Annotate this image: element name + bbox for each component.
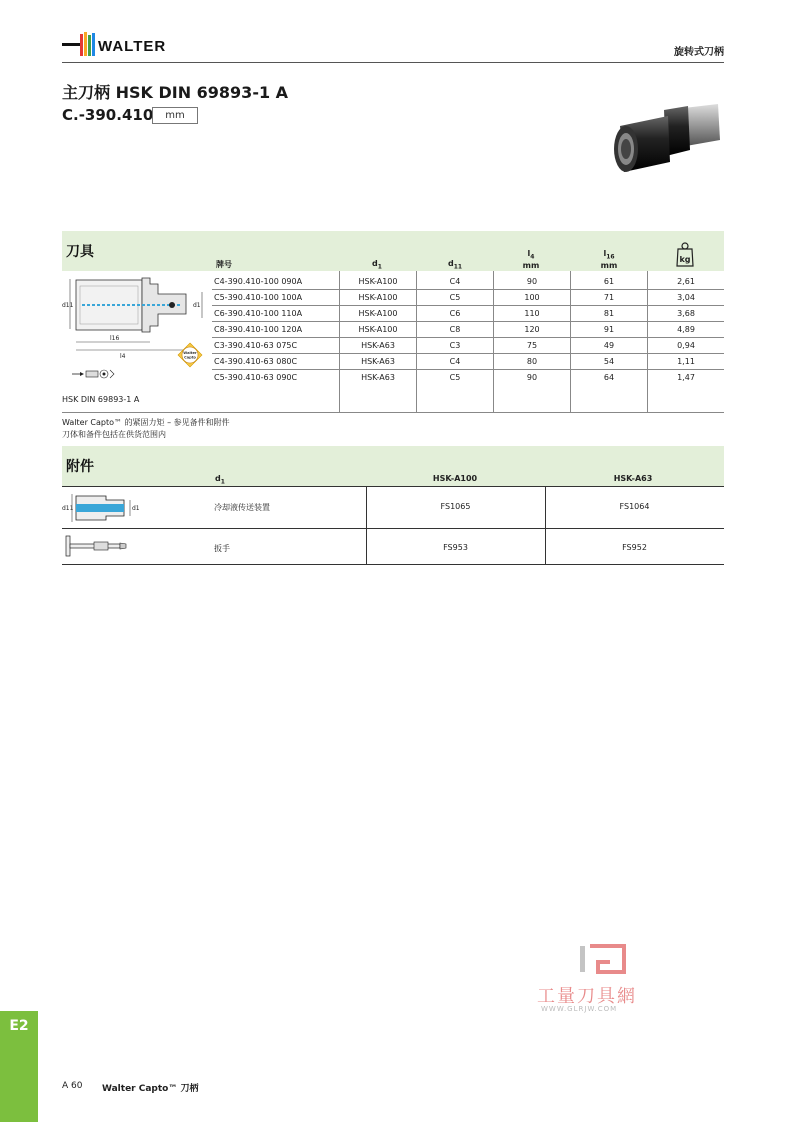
cell-l16: 61 (603, 277, 615, 286)
cell-designation: C4-390.410-63 080C (214, 357, 298, 366)
page-category: 旋转式刀柄 (674, 47, 724, 58)
cell-d1: HSK-A63 (361, 341, 395, 350)
acc-a63: FS952 (622, 543, 647, 552)
svg-text:WALTER: WALTER (98, 38, 167, 55)
cell-l4: 110 (524, 309, 540, 318)
cell-kg: 1,11 (677, 357, 695, 366)
cell-d11: C4 (449, 357, 461, 366)
cell-l4: 120 (524, 325, 540, 334)
cell-d11: C4 (449, 277, 461, 286)
col-d11: $d_{11}$ (447, 259, 463, 271)
col-designation: 牌号 (216, 260, 232, 269)
diagram-caption: HSK DIN 69893-1 A (62, 395, 140, 404)
page-number: A 60 (62, 1081, 83, 1091)
col-l4: $l_4$ mm (522, 249, 540, 270)
cell-d1: HSK-A100 (358, 325, 398, 334)
weight-icon (675, 241, 695, 267)
table-row (212, 354, 724, 370)
col-l16: $l_{16}$ mm (600, 249, 618, 270)
cell-d1: HSK-A100 (358, 309, 398, 318)
acc-col-d1: $d_1$ (215, 474, 225, 486)
acc-a100: FS953 (443, 543, 468, 552)
cell-d11: C8 (449, 325, 461, 334)
product-image (606, 96, 724, 186)
watermark-url: WWW.GLRJW.COM (541, 1005, 618, 1013)
cell-l4: 90 (526, 277, 538, 286)
svg-text:d1: d1 (193, 302, 201, 309)
section-tab-label: E2 (9, 1018, 29, 1034)
cell-d11: C3 (449, 341, 461, 350)
cell-d1: HSK-A63 (361, 373, 395, 382)
cell-d11: C6 (449, 309, 461, 318)
walter-logo (62, 30, 197, 58)
product-code: C.-390.410 (62, 106, 154, 124)
cell-l16: 91 (603, 325, 615, 334)
cell-l4: 90 (526, 373, 538, 382)
svg-text:l16: l16 (110, 335, 120, 342)
svg-text:d11: d11 (62, 302, 74, 309)
svg-text:d1: d1 (132, 505, 140, 512)
table-row (212, 338, 724, 354)
cell-d11: C5 (449, 293, 461, 302)
svg-text:Capto: Capto (184, 355, 196, 360)
acc-col-hsk-a100: HSK-A100 (432, 474, 478, 483)
cell-d1: HSK-A100 (358, 293, 398, 302)
svg-text:d11: d11 (62, 505, 74, 512)
header-rule (62, 62, 724, 63)
cell-l16: 81 (603, 309, 615, 318)
cell-l4: 80 (526, 357, 538, 366)
acc-col-hsk-a63: HSK-A63 (613, 474, 653, 483)
cell-l16: 71 (603, 293, 615, 302)
cell-designation: C3-390.410-63 075C (214, 341, 298, 350)
cell-kg: 1,47 (677, 373, 695, 382)
tools-section-title: 刀具 (66, 244, 94, 260)
cell-designation: C6-390.410-100 110A (214, 309, 303, 318)
table-row (212, 322, 724, 338)
note-delivery: 刀体和备件包括在供货范围内 (62, 430, 166, 439)
table-row (212, 306, 724, 322)
watermark-text: 工量刀具網 (537, 986, 637, 1007)
cell-l16: 54 (603, 357, 615, 366)
cell-l16: 49 (603, 341, 615, 350)
cell-designation: C5-390.410-100 100A (214, 293, 303, 302)
svg-text:Walter: Walter (183, 351, 197, 355)
walter-capto-badge (177, 342, 203, 368)
acc-a100: FS1065 (440, 502, 471, 511)
note-torque: Walter Capto™ 的紧固力矩 – 参见备件和附件 (62, 418, 230, 427)
svg-text:kg: kg (679, 255, 691, 264)
acc-a63: FS1064 (619, 502, 650, 511)
acc-name: 扳手 (214, 544, 230, 553)
table-row (212, 370, 724, 386)
cell-l16: 64 (603, 373, 615, 382)
footer-title: Walter Capto™ 刀柄 (102, 1084, 199, 1094)
cell-designation: C8-390.410-100 120A (214, 325, 303, 334)
cell-d11: C5 (449, 373, 461, 382)
unit-badge: mm (152, 107, 198, 124)
coolant-tube-diagram (62, 490, 144, 526)
page-title: 主刀柄 HSK DIN 69893-1 A (62, 83, 289, 102)
col-d1: $d_1$ (372, 259, 382, 271)
cell-kg: 4,89 (677, 325, 695, 334)
cell-kg: 0,94 (677, 341, 695, 350)
wrench-diagram (64, 532, 130, 560)
table-row (212, 290, 724, 306)
cell-designation: C4-390.410-100 090A (214, 277, 303, 286)
cell-kg: 3,04 (677, 293, 695, 302)
clamping-screw-icon (70, 366, 120, 382)
cell-l4: 100 (524, 293, 540, 302)
cell-kg: 3,68 (677, 309, 695, 318)
acc-name: 冷却液传送装置 (214, 503, 270, 512)
table-row (212, 274, 724, 290)
cell-designation: C5-390.410-63 090C (214, 373, 298, 382)
accessories-section-title: 附件 (66, 459, 94, 475)
tools-section-header (62, 231, 724, 271)
svg-text:l4: l4 (120, 353, 126, 360)
cell-kg: 2,61 (677, 277, 695, 286)
cell-d1: HSK-A100 (358, 277, 398, 286)
cell-l4: 75 (526, 341, 538, 350)
cell-d1: HSK-A63 (361, 357, 395, 366)
